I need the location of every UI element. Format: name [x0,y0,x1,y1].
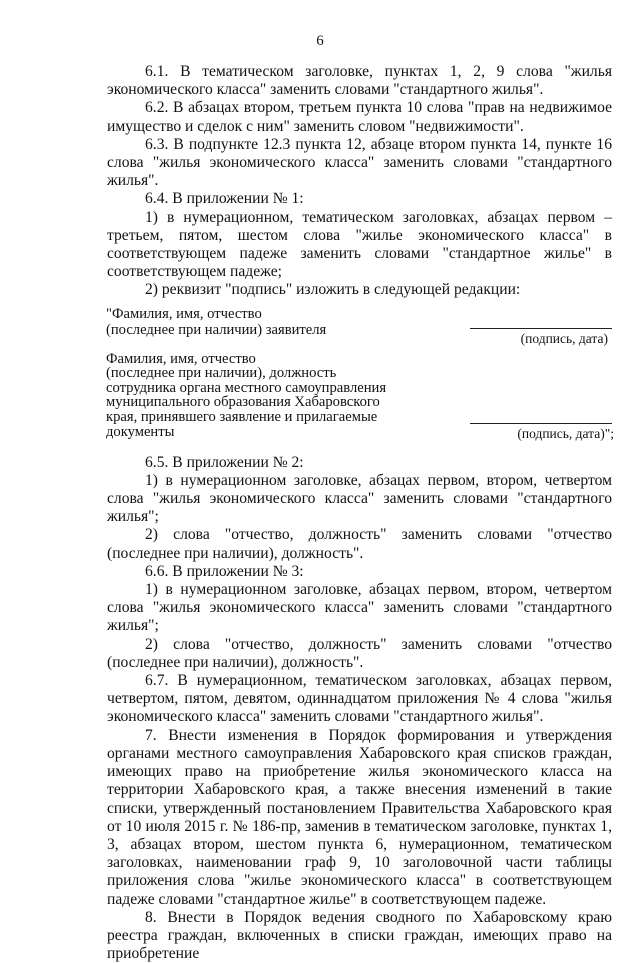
paragraph-6-6-2: 2) слова "отчество, должность" заменить словами "отчество (последнее при наличии), должность". [107,635,612,671]
paragraph-6-1: 6.1. В тематическом заголовке, пунктах 1, 2, 9 слова "жилья экономического класса" заменить словами "стандартного жилья". [107,63,612,99]
paragraph-6-3: 6.3. В подпункте 12.3 пункта 12, абзаце втором пункта 14, пункте 16 слова "жилья экономического класса" заменить словами "стандартного жилья". [107,135,612,190]
official-signature-label: Фамилия, имя, отчество (последнее при наличии), должность сотрудника органа местного самоуправления муниципального образования Хабаровского края, принявшего заявление и прилагаемые документы [106,350,387,440]
paragraph-6-4-2: 2) реквизит "подпись" изложить в следующей редакции: [145,281,521,299]
paragraph-6-7: 6.7. В нумерационном, тематическом заголовках, абзацах первом, четвертом, пятом, девятом, одиннадцатом приложения № 4 слова "жилья экономического класса" заменить словами "стандартного жилья". [107,672,612,726]
paragraph-6-5-1: 1) в нумерационном заголовке, абзацах первом, втором, четвертом слова "жилья экономического класса" заменить словами "стандартного жилья"; [107,471,612,526]
paragraph-6-5: 6.5. В приложении № 2: [145,453,304,471]
official-signature-line [470,423,612,424]
paragraph-6-6: 6.6. В приложении № 3: [145,562,304,580]
paragraph-6-6-1: 1) в нумерационном заголовке, абзацах первом, втором, четвертом слова "жилья экономического класса" заменить словами "стандартного жилья"; [107,581,612,635]
paragraph-6-5-2: 2) слова "отчество, должность" заменить словами "отчество (последнее при наличии), должность". [107,526,612,562]
paragraph-7: 7. Внести изменения в Порядок формирования и утверждения органами местного самоуправления Хабаровского края списков граждан, имеющих право на приобретение жилья экономического класса на территории Хабаровского края, а также внесения изменений в такие списки, утвержденный постановлением Правительства Хабаровского края от 10 июля 2015 г. № 186-пр, заменив в тематическом заголовке, пунктах 1, 3, абзацах втором, шестом пункта 6, нумерационном, тематическом заголовках, наименовании граф 9, 10 заголовочной части таблицы приложения слова "жилье экономического класса" в соответствующем падеже словами "стандартное жилье" в соответствующем падеже. [107,726,612,908]
applicant-signature-line [470,328,612,329]
official-signature-caption: (подпись, дата)"; [517,425,614,441]
document-body [107,63,612,963]
applicant-signature-caption: (подпись, дата) [520,330,608,346]
applicant-signature-label: "Фамилия, имя, отчество (последнее при наличии) заявителя [106,305,327,338]
page-number: 6 [316,33,324,49]
paragraph-6-4: 6.4. В приложении № 1: [145,190,304,208]
signature-block [107,306,612,446]
paragraph-6-2: 6.2. В абзацах втором, третьем пункта 10 слова "прав на недвижимое имущество и сделок с ним" заменить словом "недвижимости". [107,99,612,135]
paragraph-8: 8. Внести в Порядок ведения сводного по Хабаровскому краю реестра граждан, включенных в списки граждан, имеющих право на приобретение [107,908,612,963]
paragraph-6-4-1: 1) в нумерационном, тематическом заголовках, абзацах первом – третьем, пятом, шестом слова "жилье экономического класса" в соответствующем падеже заменить словами "стандартное жилье" в соответствующем падеже; [107,208,612,281]
